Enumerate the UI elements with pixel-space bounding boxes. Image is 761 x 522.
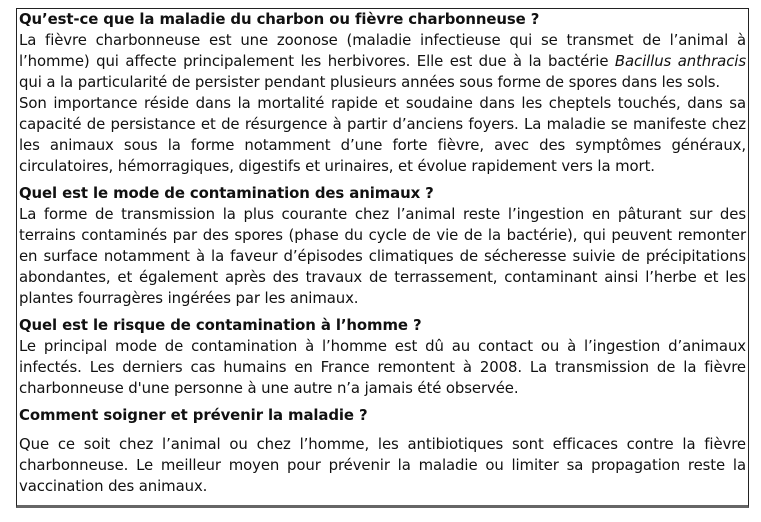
section-paragraph: Son importance réside dans la mortalité rapide et soudaine dans les cheptels touchés, dans sa capacité de persistance et de résurgence à partir d’anciens foyers. La maladie se manifeste chez les animaux sous la forme notamment d’une forte fièvre, avec des symptômes généraux, circulatoires, hémorragiques, digestifs et urinaires, et évolue rapidement vers la mort. <box>19 94 746 175</box>
section-paragraph: La forme de transmission la plus courante chez l’animal reste l’ingestion en pâturant sur des terrains contaminés par des spores (phase du cycle de vie de la bactérie), qui peuvent remonter en surface notamment à la faveur d’épisodes climatiques de sécheresse suivie de précipitations abondantes, et également après des travaux de terrassement, contaminant ainsi l’herbe et les plantes fourragères ingérées par les animaux. <box>19 205 746 307</box>
section-paragraph: Que ce soit chez l’animal ou chez l’homme, les antibiotiques sont efficaces contre la fièvre charbonneuse. Le meilleur moyen pour prévenir la maladie ou limiter sa propagation reste la vaccination des animaux. <box>19 435 746 495</box>
section-human-risk <box>19 315 746 399</box>
species-name: Bacillus anthracis <box>614 52 746 70</box>
section-what-is-anthrax <box>19 9 746 177</box>
section-heading: Qu’est-ce que la maladie du charbon ou fièvre charbonneuse ? <box>19 10 540 28</box>
section-animal-contamination <box>19 183 746 309</box>
info-box <box>16 8 749 508</box>
paragraph-text: La fièvre charbonneuse est une zoonose (maladie infectieuse qui se transmet de l’animal à l’homme) qui affecte principalement les herbivores. Elle est due à la bactérie <box>19 31 746 70</box>
section-heading: Quel est le mode de contamination des animaux ? <box>19 184 434 202</box>
section-paragraph <box>19 30 746 93</box>
section-heading: Quel est le risque de contamination à l’homme ? <box>19 316 422 334</box>
section-paragraph: Le principal mode de contamination à l’homme est dû au contact ou à l’ingestion d’animaux infectés. Les derniers cas humains en France remontent à 2008. La transmission de la fièvre charbonneuse d'une personne à une autre n’a jamais été observée. <box>19 337 746 397</box>
section-treatment-prevention <box>19 405 746 497</box>
section-heading: Comment soigner et prévenir la maladie ? <box>19 406 368 424</box>
paragraph-text: qui a la particularité de persister pendant plusieurs années sous forme de spores dans les sols. <box>19 73 721 91</box>
